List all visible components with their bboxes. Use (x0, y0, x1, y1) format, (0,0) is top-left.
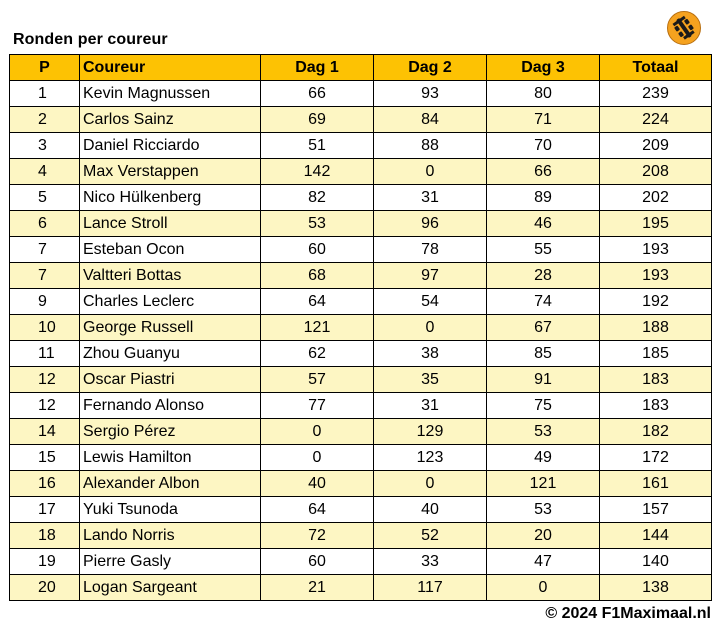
cell-day1: 82 (261, 185, 374, 211)
cell-driver: Fernando Alonso (80, 393, 261, 419)
cell-position: 18 (10, 523, 80, 549)
table-row (10, 185, 712, 211)
cell-day2: 78 (374, 237, 487, 263)
cell-total: 144 (600, 523, 712, 549)
table-title: Ronden per coureur (13, 31, 168, 48)
table-row (10, 211, 712, 237)
cell-day2: 31 (374, 185, 487, 211)
cell-day2: 54 (374, 289, 487, 315)
cell-day2: 96 (374, 211, 487, 237)
cell-driver: Pierre Gasly (80, 549, 261, 575)
cell-total: 185 (600, 341, 712, 367)
cell-day1: 21 (261, 575, 374, 601)
table-row (10, 367, 712, 393)
table-row (10, 263, 712, 289)
cell-day3: 47 (487, 549, 600, 575)
cell-day1: 66 (261, 81, 374, 107)
cell-day2: 0 (374, 315, 487, 341)
cell-day1: 60 (261, 549, 374, 575)
cell-day1: 121 (261, 315, 374, 341)
cell-day2: 123 (374, 445, 487, 471)
table-header-row (10, 55, 712, 81)
copyright-text: © 2024 F1Maximaal.nl (545, 605, 711, 622)
cell-total: 193 (600, 263, 712, 289)
table-row (10, 575, 712, 601)
cell-driver: Lance Stroll (80, 211, 261, 237)
header-day3: Dag 3 (487, 55, 600, 81)
table-row (10, 419, 712, 445)
cell-total: 172 (600, 445, 712, 471)
cell-day1: 57 (261, 367, 374, 393)
cell-total: 183 (600, 367, 712, 393)
cell-day1: 51 (261, 133, 374, 159)
cell-position: 19 (10, 549, 80, 575)
cell-day3: 80 (487, 81, 600, 107)
header-driver: Coureur (80, 55, 261, 81)
header-day1: Dag 1 (261, 55, 374, 81)
cell-position: 6 (10, 211, 80, 237)
cell-day3: 66 (487, 159, 600, 185)
cell-day2: 31 (374, 393, 487, 419)
header-day2: Dag 2 (374, 55, 487, 81)
cell-position: 17 (10, 497, 80, 523)
cell-day2: 35 (374, 367, 487, 393)
cell-position: 5 (10, 185, 80, 211)
cell-position: 14 (10, 419, 80, 445)
table-body (10, 81, 712, 601)
table-row (10, 523, 712, 549)
table-row (10, 393, 712, 419)
cell-position: 9 (10, 289, 80, 315)
cell-driver: Carlos Sainz (80, 107, 261, 133)
cell-driver: George Russell (80, 315, 261, 341)
cell-position: 7 (10, 237, 80, 263)
cell-day3: 91 (487, 367, 600, 393)
cell-driver: Daniel Ricciardo (80, 133, 261, 159)
cell-total: 183 (600, 393, 712, 419)
cell-day1: 68 (261, 263, 374, 289)
cell-day3: 53 (487, 497, 600, 523)
cell-day2: 88 (374, 133, 487, 159)
cell-position: 4 (10, 159, 80, 185)
cell-position: 3 (10, 133, 80, 159)
cell-driver: Sergio Pérez (80, 419, 261, 445)
table-row (10, 497, 712, 523)
cell-total: 157 (600, 497, 712, 523)
cell-driver: Yuki Tsunoda (80, 497, 261, 523)
header-position: P (10, 55, 80, 81)
cell-day3: 121 (487, 471, 600, 497)
cell-day3: 74 (487, 289, 600, 315)
cell-position: 15 (10, 445, 80, 471)
cell-day1: 62 (261, 341, 374, 367)
cell-day2: 38 (374, 341, 487, 367)
cell-driver: Kevin Magnussen (80, 81, 261, 107)
table-row (10, 133, 712, 159)
cell-position: 12 (10, 367, 80, 393)
cell-day3: 89 (487, 185, 600, 211)
cell-total: 192 (600, 289, 712, 315)
cell-position: 10 (10, 315, 80, 341)
table-row (10, 341, 712, 367)
cell-day3: 49 (487, 445, 600, 471)
table-row (10, 549, 712, 575)
cell-driver: Esteban Ocon (80, 237, 261, 263)
cell-day1: 0 (261, 419, 374, 445)
cell-total: 202 (600, 185, 712, 211)
cell-day3: 75 (487, 393, 600, 419)
cell-driver: Lando Norris (80, 523, 261, 549)
cell-total: 195 (600, 211, 712, 237)
table-row (10, 237, 712, 263)
cell-driver: Oscar Piastri (80, 367, 261, 393)
cell-driver: Max Verstappen (80, 159, 261, 185)
cell-day3: 85 (487, 341, 600, 367)
cell-driver: Zhou Guanyu (80, 341, 261, 367)
table-row (10, 471, 712, 497)
cell-day3: 0 (487, 575, 600, 601)
cell-day2: 93 (374, 81, 487, 107)
laps-table (9, 54, 712, 601)
table-row (10, 289, 712, 315)
table-row (10, 159, 712, 185)
cell-day3: 20 (487, 523, 600, 549)
cell-day2: 129 (374, 419, 487, 445)
table-row (10, 81, 712, 107)
cell-total: 138 (600, 575, 712, 601)
cell-day1: 64 (261, 289, 374, 315)
cell-day3: 71 (487, 107, 600, 133)
table-row (10, 315, 712, 341)
cell-day2: 117 (374, 575, 487, 601)
cell-total: 209 (600, 133, 712, 159)
cell-day1: 77 (261, 393, 374, 419)
cell-position: 12 (10, 393, 80, 419)
cell-day1: 53 (261, 211, 374, 237)
cell-day3: 46 (487, 211, 600, 237)
cell-position: 1 (10, 81, 80, 107)
cell-position: 11 (10, 341, 80, 367)
cell-position: 20 (10, 575, 80, 601)
cell-day2: 33 (374, 549, 487, 575)
cell-day1: 64 (261, 497, 374, 523)
f1-car-logo-icon (667, 11, 701, 45)
cell-day2: 0 (374, 471, 487, 497)
cell-total: 182 (600, 419, 712, 445)
cell-total: 239 (600, 81, 712, 107)
cell-day2: 0 (374, 159, 487, 185)
cell-day2: 40 (374, 497, 487, 523)
cell-day1: 72 (261, 523, 374, 549)
cell-day1: 0 (261, 445, 374, 471)
cell-position: 2 (10, 107, 80, 133)
cell-day2: 52 (374, 523, 487, 549)
cell-total: 188 (600, 315, 712, 341)
cell-day2: 84 (374, 107, 487, 133)
cell-total: 224 (600, 107, 712, 133)
table-row (10, 107, 712, 133)
table-row (10, 445, 712, 471)
cell-total: 208 (600, 159, 712, 185)
cell-day3: 53 (487, 419, 600, 445)
cell-total: 193 (600, 237, 712, 263)
cell-total: 140 (600, 549, 712, 575)
cell-driver: Nico Hülkenberg (80, 185, 261, 211)
cell-day3: 28 (487, 263, 600, 289)
cell-driver: Lewis Hamilton (80, 445, 261, 471)
cell-day1: 69 (261, 107, 374, 133)
cell-day1: 142 (261, 159, 374, 185)
cell-day1: 40 (261, 471, 374, 497)
cell-position: 16 (10, 471, 80, 497)
header-total: Totaal (600, 55, 712, 81)
cell-day3: 55 (487, 237, 600, 263)
cell-day1: 60 (261, 237, 374, 263)
cell-day2: 97 (374, 263, 487, 289)
cell-position: 7 (10, 263, 80, 289)
cell-total: 161 (600, 471, 712, 497)
cell-driver: Valtteri Bottas (80, 263, 261, 289)
cell-driver: Alexander Albon (80, 471, 261, 497)
cell-driver: Logan Sargeant (80, 575, 261, 601)
cell-day3: 67 (487, 315, 600, 341)
cell-driver: Charles Leclerc (80, 289, 261, 315)
cell-day3: 70 (487, 133, 600, 159)
